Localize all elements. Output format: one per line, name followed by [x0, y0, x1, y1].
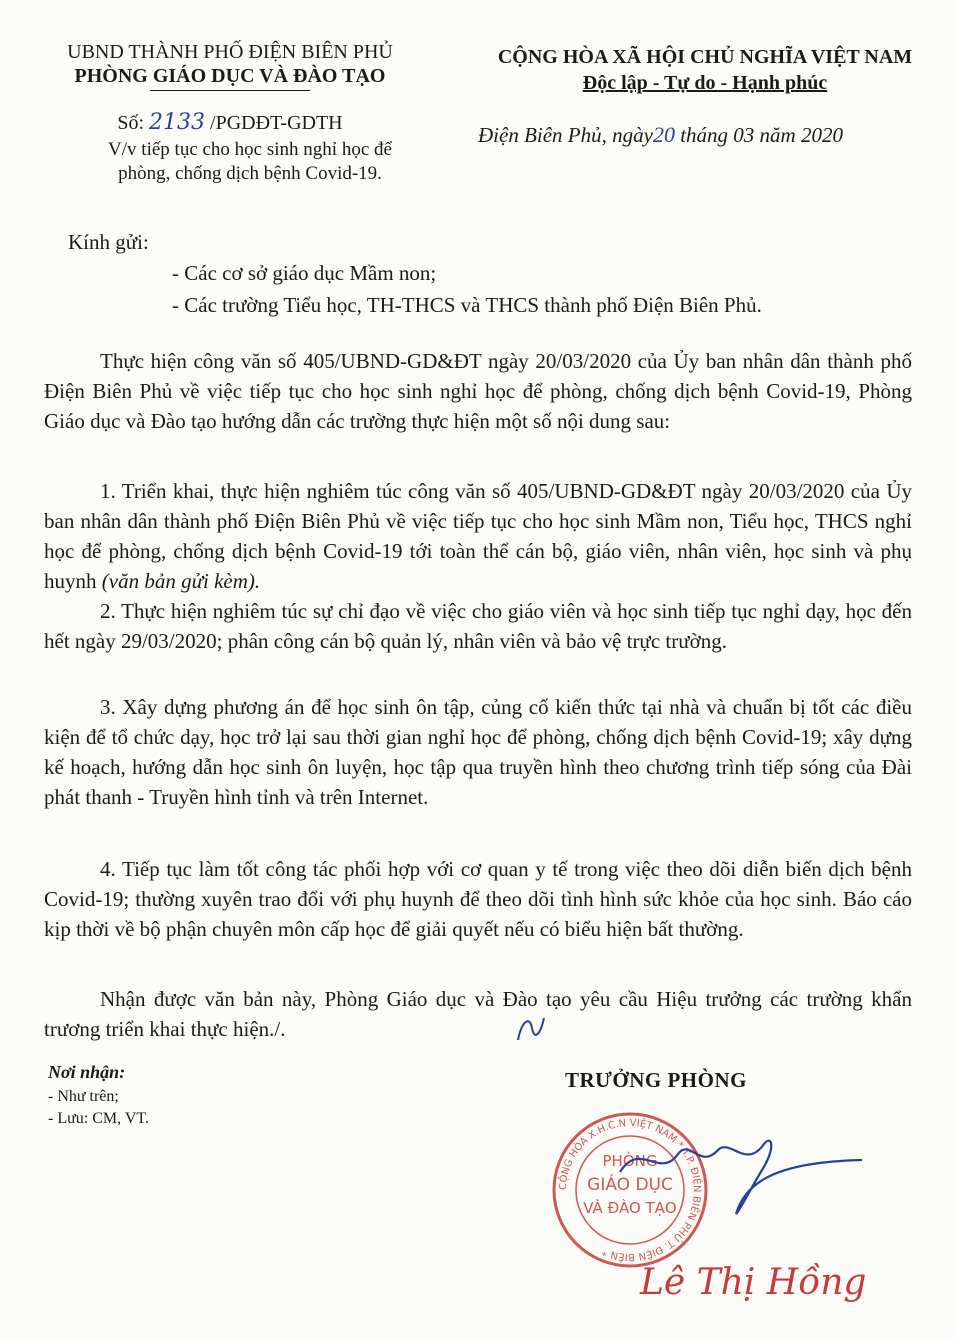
recipient-item: - Các trường Tiểu học, TH-THCS và THCS thành phố Điện Biên Phủ. — [172, 293, 762, 317]
svg-text:CỘNG HÒA X.H.C.N VIỆT NAM * T.: CỘNG HÒA X.H.C.N VIỆT NAM * T.P. ĐIỆN BIÊN PHỦ T. ĐIỆN BIÊN * — [557, 1117, 703, 1263]
initial-mark-icon — [512, 1010, 552, 1050]
org-line-2: PHÒNG GIÁO DỤC VÀ ĐÀO TẠO — [74, 65, 386, 87]
svg-text:GIÁO DỤC: GIÁO DỤC — [587, 1175, 673, 1195]
svg-text:VÀ ĐÀO TẠO: VÀ ĐÀO TẠO — [583, 1199, 677, 1217]
subject-line-1: V/v tiếp tục cho học sinh nghỉ học để — [108, 139, 392, 160]
signer-title: TRƯỞNG PHÒNG — [565, 1068, 747, 1092]
so-number-handwritten: 2133 — [149, 110, 206, 135]
signer-name: Lê Thị Hồng — [640, 1262, 867, 1303]
issuing-authority — [30, 40, 430, 91]
place-date-suffix: tháng 03 năm 2020 — [674, 123, 843, 147]
body-closing: Nhận được văn bản này, Phòng Giáo dục và Đào tạo yêu cầu Hiệu trưởng các trường khẩn trương triển khai thực hiện./. — [44, 987, 912, 1041]
noi-nhan-item: - Như trên; — [48, 1088, 119, 1105]
svg-text:PHÒNG: PHÒNG — [602, 1152, 658, 1170]
item1-note: (văn bản gửi kèm). — [96, 569, 261, 593]
org-line-1: UBND THÀNH PHỐ ĐIỆN BIÊN PHỦ — [67, 41, 393, 63]
recipient-item: - Các cơ sở giáo dục Mầm non; — [172, 261, 437, 285]
so-suffix: /PGDĐT-GDTH — [210, 112, 343, 134]
kinh-gui-label: Kính gửi: — [68, 230, 149, 254]
so-label: Số: — [117, 112, 145, 134]
body-intro: Thực hiện công văn số 405/UBND-GD&ĐT ngày 20/03/2020 của Ủy ban nhân dân thành phố Điện Biên Phủ về việc tiếp tục cho học sinh nghỉ học để phòng, chống dịch bệnh Covid-19, Phòng Giáo dục và Đào tạo hướng dẫn các trường thực hiện một số nội dung sau: — [44, 349, 912, 433]
nation-title: CỘNG HÒA XÃ HỘI CHỦ NGHĨA VIỆT NAM — [497, 46, 913, 68]
document-subject — [60, 138, 440, 186]
document-number — [30, 110, 430, 136]
org-underline — [150, 90, 310, 91]
body-item-2: 2. Thực hiện nghiêm túc sự chỉ đạo về việc cho giáo viên và học sinh tiếp tục nghỉ dạy, học đến hết ngày 29/03/2020; phân công cán bộ quản lý, nhân viên và bảo vệ trực trường. — [44, 599, 912, 653]
national-motto: Độc lập - Tự do - Hạnh phúc — [582, 72, 828, 94]
noi-nhan-item: - Lưu: CM, VT. — [48, 1110, 149, 1127]
subject-line-2: phòng, chống dịch bệnh Covid-19. — [118, 163, 382, 184]
noi-nhan-title: Nơi nhận: — [48, 1062, 126, 1082]
date-day-handwritten: 20 — [652, 122, 675, 147]
body-item-1: 1. Triển khai, thực hiện nghiêm túc công văn số 405/UBND-GD&ĐT ngày 20/03/2020 của Ủy ban nhân dân thành phố Điện Biên Phủ về việc tiếp tục cho học sinh Mầm non, Tiểu học, THCS nghỉ học để phòng, chống dịch bệnh Covid-19 tới toàn thể cán bộ, giáo viên, nhân viên, học sinh và phụ huynh (văn bản gửi kèm). — [44, 479, 912, 593]
national-heading — [470, 44, 940, 96]
red-stamp-icon — [554, 1114, 706, 1266]
place-date — [478, 122, 948, 148]
body-item-3: 3. Xây dựng phương án để học sinh ôn tập, củng cố kiến thức tại nhà và chuẩn bị tốt các điều kiện để tổ chức dạy, học trở lại sau thời gian nghỉ học để phòng, chống dịch bệnh Covid-19; xây dựng kế hoạch, hướng dẫn học sinh ôn luyện, học tập qua truyền hình theo chương trình tiếp sóng của Đài phát thanh - Truyền hình tỉnh và trên Internet. — [44, 695, 912, 809]
body-item-4: 4. Tiếp tục làm tốt công tác phối hợp với cơ quan y tế trong việc theo dõi diễn biến dịch bệnh Covid-19; thường xuyên trao đổi với phụ huynh để theo dõi tình hình sức khỏe của học sinh. Báo cáo kịp thời về bộ phận chuyên môn cấp học để giải quyết nếu có biểu hiện bất thường. — [44, 857, 912, 941]
place-date-prefix: Điện Biên Phủ, ngày — [478, 123, 653, 147]
official-stamp-and-signature — [550, 1110, 880, 1270]
